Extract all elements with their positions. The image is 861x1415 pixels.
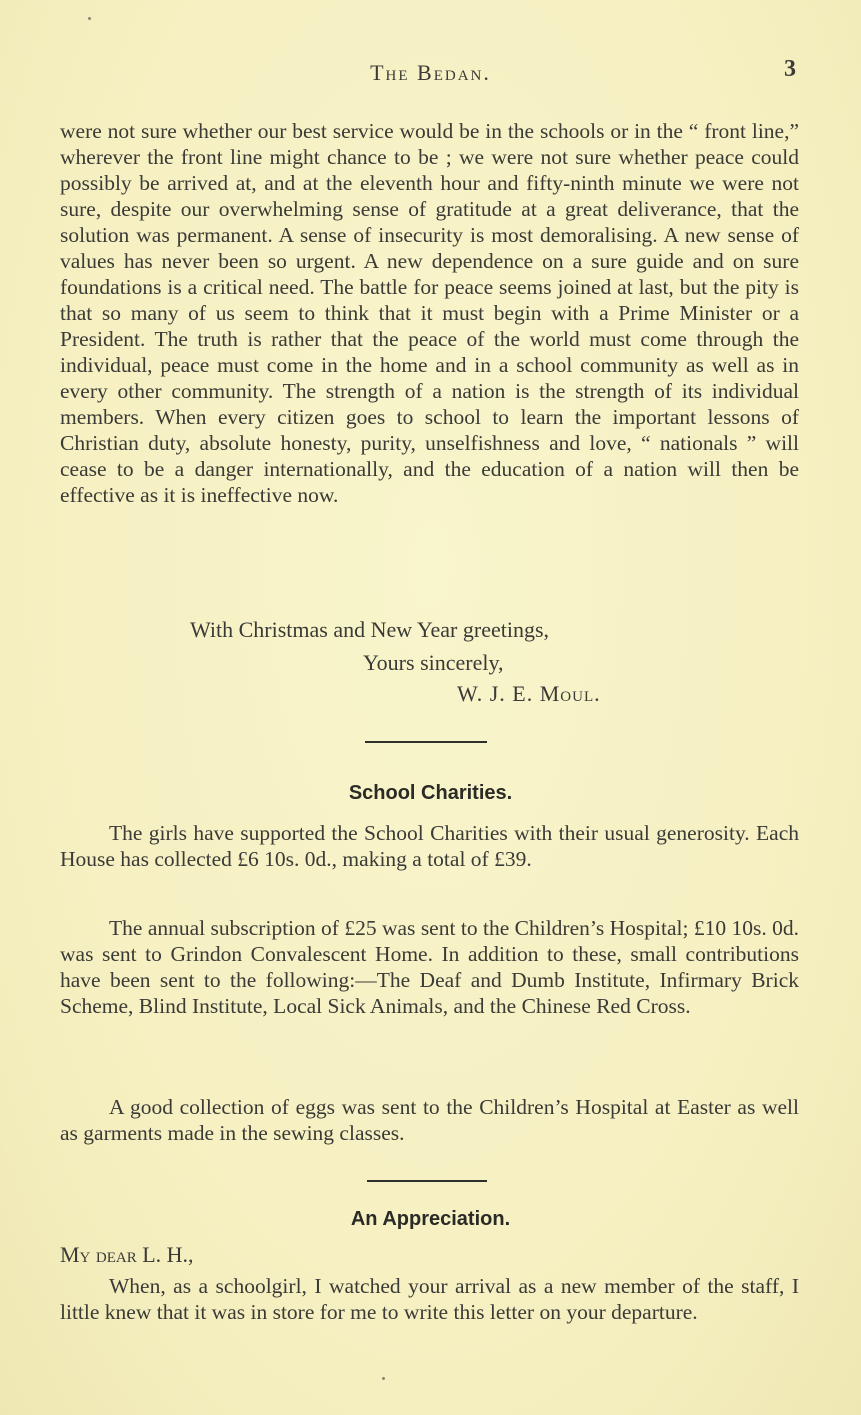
running-title: The Bedan. [370,60,491,85]
letter-paragraph: were not sure whether our best service would be in the schools or in the “ front line,” wherever the front line might chance to be ; we were not sure whether peace could possibly be arrived at, and at the eleventh hour and fifty-ninth minute we were not sure, despite our overwhelming sense of gratitude at a great deliverance, that the solution was permanent. A sense of insecurity is most demoralising. A new sense of values has never been so urgent. A new dependence on a sure guide and on sure foundations is a critical need. The battle for peace seems joined at last, but the pity is that so many of us seem to think that it must begin with a Prime Minister or a President. The truth is rather that the peace of the world must come through the individual, peace must come in the home and in a school community as well as in every other community. The strength of a nation is the strength of its individual members. When every citizen goes to school to learn the important lessons of Christian duty, absolute honesty, purity, unselfishness and love, “ nationals ” will cease to be a danger internationally, and the education of a nation will then be effective as it is ineffective now. [60,119,799,507]
closing-sign-off: Yours sincerely, [363,650,504,675]
charities-paragraph: The girls have supported the School Charities with their usual generosity. Each House has collected £6 10s. 0d., making a total of £39. [60,821,799,871]
appreciation-paragraph: When, as a schoolgirl, I watched your arrival as a new member of the staff, I little knew that it was in store for me to write this letter on your departure. [60,1274,799,1324]
charities-paragraph: A good collection of eggs was sent to the Children’s Hospital at Easter as well as garments made in the sewing classes. [60,1095,799,1145]
section-divider [365,741,487,743]
paper-speck [382,1377,385,1380]
section-heading-appreciation: An Appreciation. [350,1208,511,1230]
section-divider [367,1180,487,1182]
paper-speck [88,17,91,20]
closing-greeting: With Christmas and New Year greetings, [190,617,550,642]
signature: W. J. E. Moul. [457,681,601,706]
page-number: 3 [784,56,796,82]
charities-paragraph: The annual subscription of £25 was sent to the Children’s Hospital; £10 10s. 0d. was sent to Grindon Convalescent Home. In addition to these, small contributions have been sent to the following:—The Deaf and Dumb Institute, Infirmary Brick Scheme, Blind Institute, Local Sick Animals, and the Chinese Red Cross. [60,916,799,1018]
section-heading-school-charities: School Charities. [348,782,513,804]
salutation: My dear L. H., [60,1242,194,1267]
